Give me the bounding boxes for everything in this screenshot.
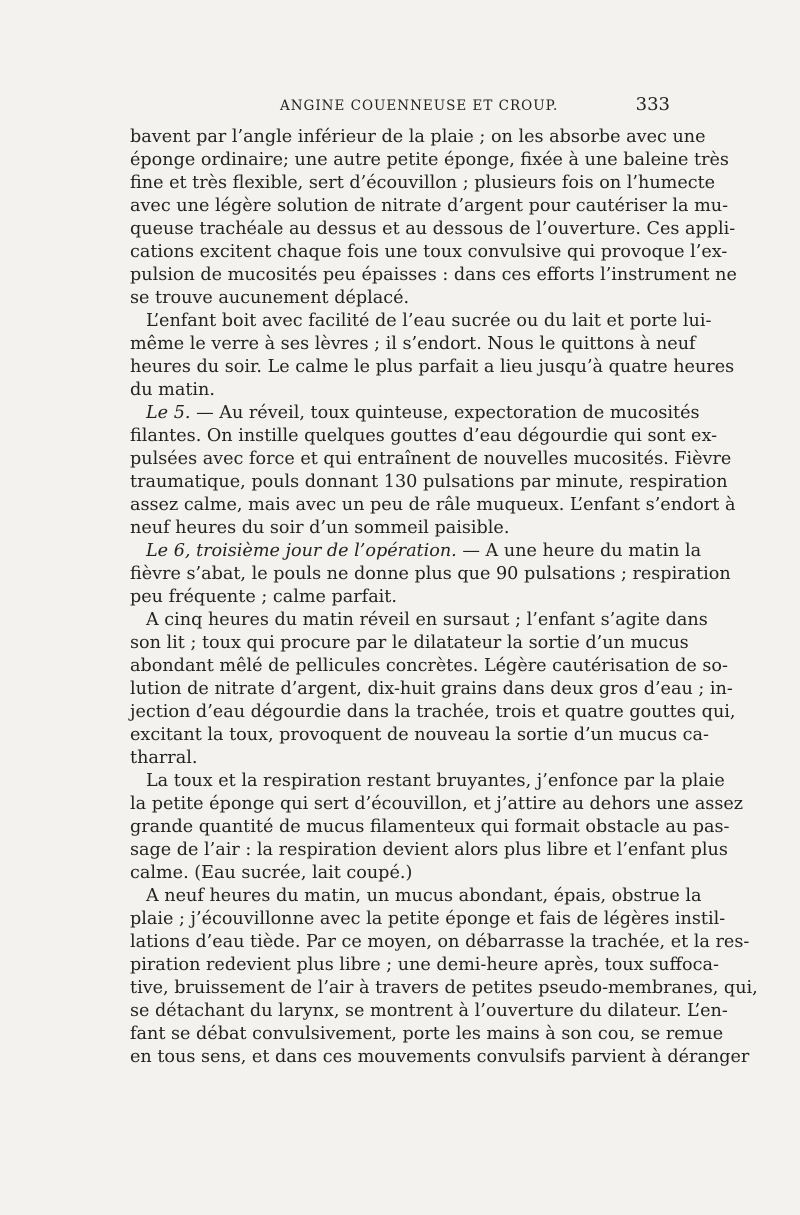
text-line <box>130 149 729 172</box>
text-line <box>130 264 737 287</box>
line-text: assez calme, mais avec un peu de râle muqueux. L’enfant s’endort à <box>130 495 736 515</box>
text-line <box>130 195 729 218</box>
text-line <box>130 333 696 356</box>
line-text: fine et très flexible, sert d’écouvillon ; plusieurs fois on l’humecte <box>130 173 716 193</box>
text-line <box>130 172 716 195</box>
text-line <box>130 770 725 793</box>
line-text: neuf heures du soir d’un sommeil paisible. <box>130 518 510 538</box>
line-text: la petite éponge qui sert d’écouvillon, et j’attire au dehors une assez <box>130 794 744 814</box>
text-line <box>130 931 750 954</box>
line-text: L’enfant boit avec facilité de l’eau sucrée ou du lait et porte lui- <box>146 311 712 331</box>
line-text: grande quantité de mucus filamenteux qui formait obstacle au pas- <box>130 817 730 837</box>
line-text: heures du soir. Le calme le plus parfait a lieu jusqu’à quatre heures <box>130 357 735 377</box>
line-text: peu fréquente ; calme parfait. <box>130 587 397 607</box>
text-line <box>130 1023 724 1046</box>
text-line <box>130 816 730 839</box>
line-text: traumatique, pouls donnant 130 pulsations par minute, respiration <box>130 472 728 492</box>
running-title: ANGINE COUENNEUSE ET CROUP. <box>280 98 559 114</box>
text-line <box>130 678 733 701</box>
text-line <box>130 310 712 333</box>
line-text: pulsion de mucosités peu épaisses : dans ces efforts l’instrument ne <box>130 265 737 285</box>
line-text: fièvre s’abat, le pouls ne donne plus que 90 pulsations ; respiration <box>130 564 731 584</box>
line-text: — A une heure du matin la <box>456 541 702 561</box>
text-line <box>130 724 709 747</box>
text-line <box>130 1046 750 1069</box>
line-text: se détachant du larynx, se montrent à l’ouverture du dilateur. L’en- <box>130 1001 728 1021</box>
text-line <box>130 632 689 655</box>
line-text: calme. (Eau sucrée, lait coupé.) <box>130 863 413 883</box>
text-line <box>130 448 732 471</box>
line-text: tharral. <box>130 748 198 768</box>
line-text: son lit ; toux qui procure par le dilatateur la sortie d’un mucus <box>130 633 689 653</box>
italic-date: Le 6, troisième jour de l’opération. <box>146 541 457 561</box>
text-line <box>130 287 670 310</box>
text-line <box>130 402 700 425</box>
text-line <box>130 747 670 770</box>
line-text: du matin. <box>130 380 215 400</box>
text-line <box>130 862 670 885</box>
text-line <box>130 885 702 908</box>
line-text: La toux et la respiration restant bruyantes, j’enfonce par la plaie <box>146 771 725 791</box>
line-text: plaie ; j’écouvillonne avec la petite éponge et fais de légères instil- <box>130 909 726 929</box>
line-text: abondant mêlé de pellicules concrètes. Légère cautérisation de so- <box>130 656 728 676</box>
text-line <box>130 655 728 678</box>
line-text: éponge ordinaire; une autre petite éponge, fixée à une baleine très <box>130 150 729 170</box>
text-line <box>130 954 719 977</box>
text-line <box>130 839 728 862</box>
line-text: — Au réveil, toux quinteuse, expectoration de mucosités <box>190 403 700 423</box>
text-line <box>130 471 728 494</box>
page-number: 333 <box>635 94 670 115</box>
line-text: queuse trachéale au dessus et au dessous de l’ouverture. Ces appli- <box>130 219 736 239</box>
line-text: se trouve aucunement déplacé. <box>130 288 410 308</box>
text-line <box>130 586 670 609</box>
line-text: A cinq heures du matin réveil en sursaut ; l’enfant s’agite dans <box>146 610 708 630</box>
text-line <box>130 379 670 402</box>
line-text: tive, bruissement de l’air à travers de petites pseudo-membranes, qui, <box>130 978 758 998</box>
line-text: fant se débat convulsivement, porte les mains à son cou, se remue <box>130 1024 724 1044</box>
line-text: jection d’eau dégourdie dans la trachée, trois et quatre gouttes qui, <box>130 702 736 722</box>
text-line <box>130 977 758 1000</box>
text-line <box>130 563 731 586</box>
line-text: bavent par l’angle inférieur de la plaie ; on les absorbe avec une <box>130 127 706 147</box>
text-line <box>130 356 735 379</box>
line-text: même le verre à ses lèvres ; il s’endort. Nous le quittons à neuf <box>130 334 696 354</box>
line-text: pulsées avec force et qui entraînent de nouvelles mucosités. Fièvre <box>130 449 732 469</box>
text-line <box>130 241 728 264</box>
text-line <box>130 908 726 931</box>
text-line <box>130 540 702 563</box>
text-line <box>130 609 708 632</box>
italic-date: Le 5. <box>146 403 191 423</box>
line-text: cations excitent chaque fois une toux convulsive qui provoque l’ex- <box>130 242 728 262</box>
text-line <box>130 701 736 724</box>
body-text <box>130 126 758 1069</box>
text-line <box>130 1000 728 1023</box>
text-line <box>130 517 670 540</box>
text-line <box>130 494 736 517</box>
line-text: lution de nitrate d’argent, dix-huit grains dans deux gros d’eau ; in- <box>130 679 733 699</box>
text-line <box>130 218 736 241</box>
line-text: lations d’eau tiède. Par ce moyen, on débarrasse la trachée, et la res- <box>130 932 750 952</box>
line-text: excitant la toux, provoquent de nouveau la sortie d’un mucus ca- <box>130 725 709 745</box>
line-text: avec une légère solution de nitrate d’argent pour cautériser la mu- <box>130 196 729 216</box>
page-header <box>130 94 670 120</box>
text-line <box>130 793 744 816</box>
line-text: piration redevient plus libre ; une demi-heure après, toux suffoca- <box>130 955 719 975</box>
text-line <box>130 126 706 149</box>
line-text: A neuf heures du matin, un mucus abondant, épais, obstrue la <box>146 886 702 906</box>
line-text: en tous sens, et dans ces mouvements convulsifs parvient à déranger <box>130 1047 750 1067</box>
line-text: sage de l’air : la respiration devient alors plus libre et l’enfant plus <box>130 840 728 860</box>
line-text: filantes. On instille quelques gouttes d’eau dégourdie qui sont ex- <box>130 426 718 446</box>
text-line <box>130 425 718 448</box>
